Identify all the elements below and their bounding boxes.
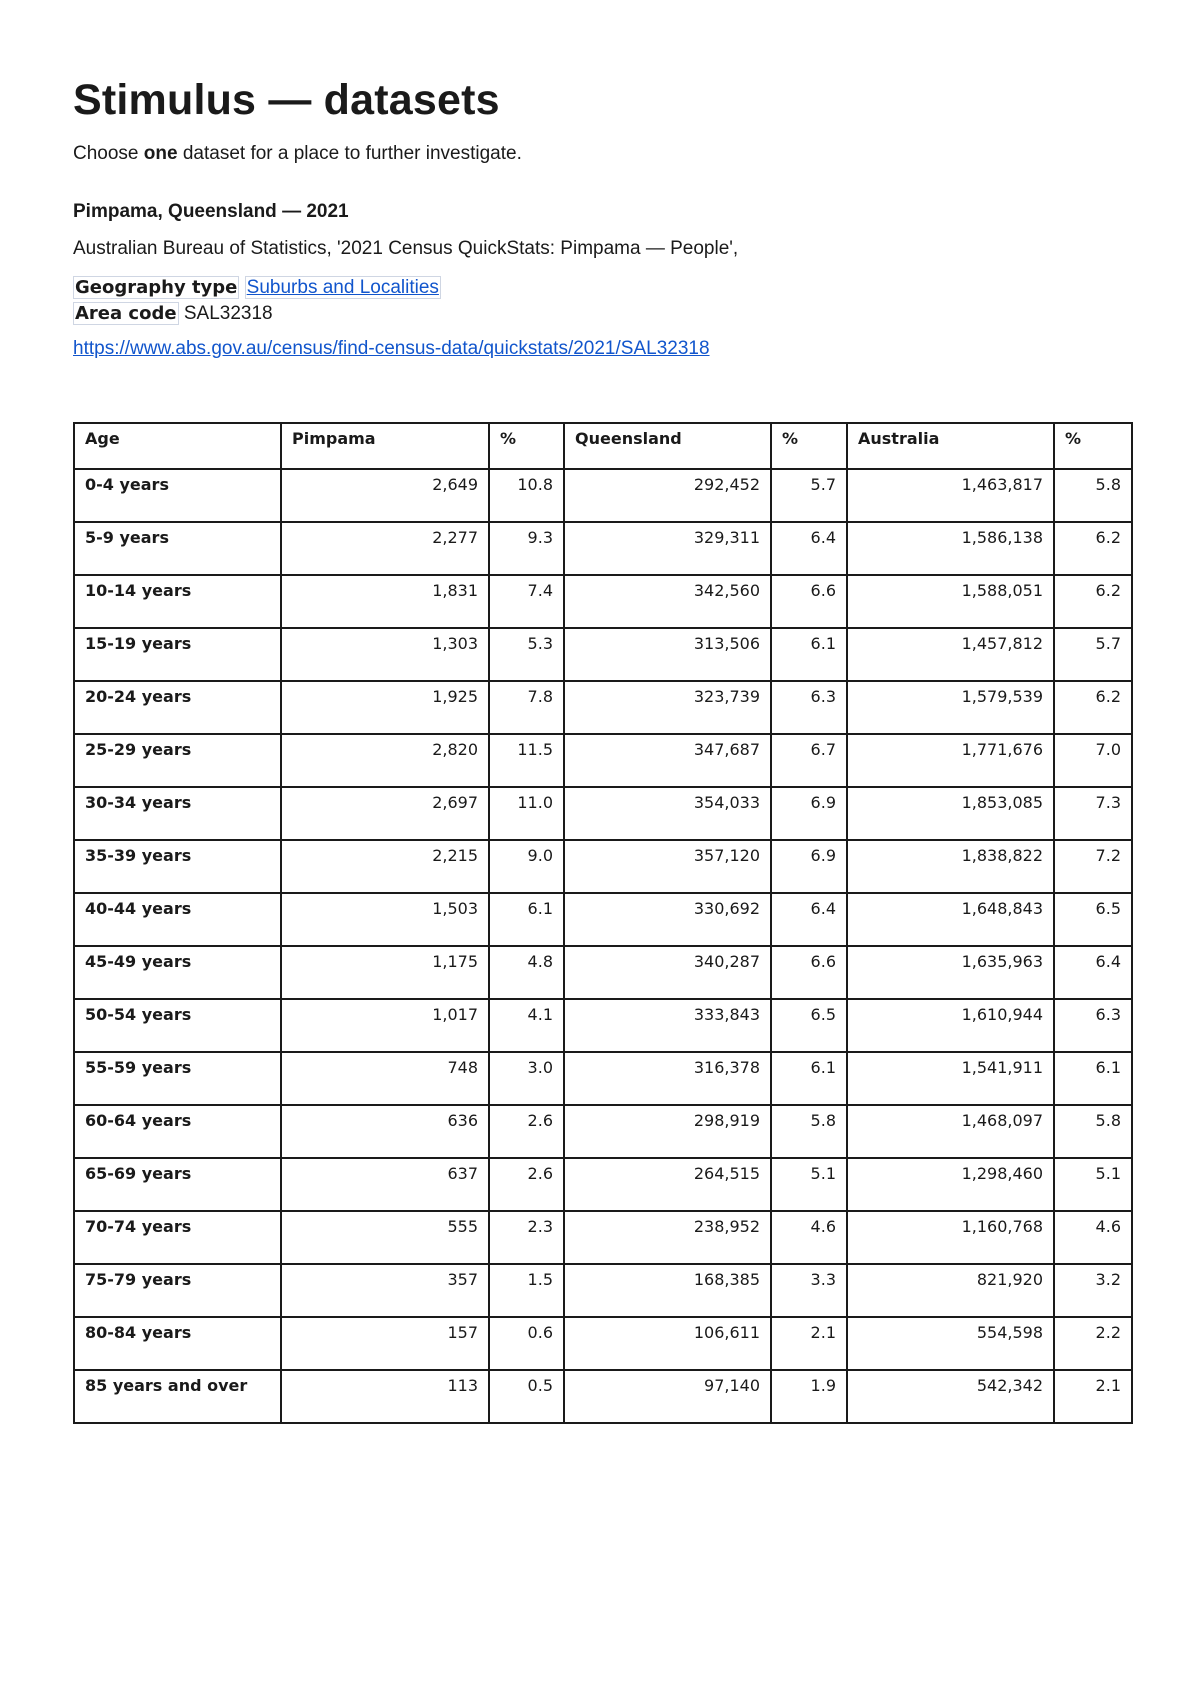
- pimpama-percent-cell: 9.3: [489, 522, 564, 575]
- queensland-percent-cell: 1.9: [771, 1370, 847, 1423]
- intro-emphasis: one: [143, 143, 178, 164]
- pimpama-percent-cell: 10.8: [489, 469, 564, 522]
- queensland-count-cell: 323,739: [564, 681, 771, 734]
- pimpama-percent-cell: 6.1: [489, 893, 564, 946]
- pimpama-percent-cell: 2.6: [489, 1158, 564, 1211]
- pimpama-count-cell: 1,925: [281, 681, 489, 734]
- pimpama-count-cell: 157: [281, 1317, 489, 1370]
- queensland-count-cell: 357,120: [564, 840, 771, 893]
- header-age: Age: [74, 423, 281, 469]
- queensland-percent-cell: 6.4: [771, 893, 847, 946]
- document-page: [73, 72, 1131, 1395]
- pimpama-count-cell: 2,649: [281, 469, 489, 522]
- pimpama-count-cell: 2,277: [281, 522, 489, 575]
- australia-percent-cell: 6.4: [1054, 946, 1132, 999]
- australia-count-cell: 1,457,812: [847, 628, 1054, 681]
- table-row: [74, 1264, 1132, 1317]
- australia-percent-cell: 6.2: [1054, 575, 1132, 628]
- queensland-percent-cell: 6.3: [771, 681, 847, 734]
- australia-percent-cell: 6.2: [1054, 522, 1132, 575]
- source-url-link[interactable]: https://www.abs.gov.au/census/find-census-data/quickstats/2021/SAL32318: [73, 338, 710, 359]
- header-queensland-percent: %: [771, 423, 847, 469]
- table-row: [74, 575, 1132, 628]
- australia-percent-cell: 6.2: [1054, 681, 1132, 734]
- queensland-count-cell: 97,140: [564, 1370, 771, 1423]
- pimpama-percent-cell: 4.8: [489, 946, 564, 999]
- queensland-percent-cell: 3.3: [771, 1264, 847, 1317]
- age-cell: 25-29 years: [74, 734, 281, 787]
- queensland-count-cell: 347,687: [564, 734, 771, 787]
- table-row: [74, 1211, 1132, 1264]
- area-label: Area code: [75, 303, 177, 324]
- age-cell: 45-49 years: [74, 946, 281, 999]
- australia-count-cell: 1,463,817: [847, 469, 1054, 522]
- queensland-percent-cell: 5.1: [771, 1158, 847, 1211]
- australia-percent-cell: 5.7: [1054, 628, 1132, 681]
- australia-count-cell: 1,160,768: [847, 1211, 1054, 1264]
- queensland-count-cell: 168,385: [564, 1264, 771, 1317]
- pimpama-count-cell: 1,017: [281, 999, 489, 1052]
- pimpama-percent-cell: 2.3: [489, 1211, 564, 1264]
- table-body: [74, 469, 1132, 1423]
- australia-percent-cell: 6.1: [1054, 1052, 1132, 1105]
- intro-text: [73, 142, 1131, 166]
- australia-percent-cell: 7.0: [1054, 734, 1132, 787]
- geography-row: [73, 275, 1131, 301]
- pimpama-percent-cell: 9.0: [489, 840, 564, 893]
- age-cell: 50-54 years: [74, 999, 281, 1052]
- table-row: [74, 469, 1132, 522]
- queensland-percent-cell: 5.7: [771, 469, 847, 522]
- age-cell: 75-79 years: [74, 1264, 281, 1317]
- australia-percent-cell: 6.5: [1054, 893, 1132, 946]
- age-cell: 55-59 years: [74, 1052, 281, 1105]
- age-cell: 0-4 years: [74, 469, 281, 522]
- queensland-count-cell: 313,506: [564, 628, 771, 681]
- age-cell: 35-39 years: [74, 840, 281, 893]
- pimpama-percent-cell: 0.5: [489, 1370, 564, 1423]
- queensland-percent-cell: 6.4: [771, 522, 847, 575]
- age-cell: 20-24 years: [74, 681, 281, 734]
- queensland-count-cell: 333,843: [564, 999, 771, 1052]
- australia-percent-cell: 5.8: [1054, 469, 1132, 522]
- pimpama-count-cell: 1,503: [281, 893, 489, 946]
- table-row: [74, 1105, 1132, 1158]
- source-url-row: [73, 337, 1131, 361]
- pimpama-count-cell: 2,215: [281, 840, 489, 893]
- australia-percent-cell: 4.6: [1054, 1211, 1132, 1264]
- pimpama-count-cell: 1,175: [281, 946, 489, 999]
- queensland-count-cell: 238,952: [564, 1211, 771, 1264]
- section-title: Pimpama, Queensland — 2021: [73, 201, 349, 222]
- queensland-count-cell: 316,378: [564, 1052, 771, 1105]
- australia-count-cell: 1,838,822: [847, 840, 1054, 893]
- age-table: [73, 422, 1133, 1424]
- pimpama-percent-cell: 11.0: [489, 787, 564, 840]
- table-row: [74, 1052, 1132, 1105]
- geography-label: Geography type: [75, 277, 238, 298]
- pimpama-percent-cell: 4.1: [489, 999, 564, 1052]
- queensland-percent-cell: 6.9: [771, 787, 847, 840]
- age-cell: 30-34 years: [74, 787, 281, 840]
- australia-count-cell: 1,771,676: [847, 734, 1054, 787]
- citation: Australian Bureau of Statistics, '2021 Census QuickStats: Pimpama — People',: [73, 238, 739, 259]
- queensland-percent-cell: 6.9: [771, 840, 847, 893]
- table-row: [74, 840, 1132, 893]
- queensland-percent-cell: 6.1: [771, 1052, 847, 1105]
- metadata-block: [73, 275, 1131, 327]
- pimpama-percent-cell: 0.6: [489, 1317, 564, 1370]
- australia-count-cell: 1,586,138: [847, 522, 1054, 575]
- queensland-count-cell: 342,560: [564, 575, 771, 628]
- area-value: SAL32318: [183, 303, 273, 324]
- australia-count-cell: 1,541,911: [847, 1052, 1054, 1105]
- australia-count-cell: 1,648,843: [847, 893, 1054, 946]
- australia-count-cell: 1,610,944: [847, 999, 1054, 1052]
- pimpama-count-cell: 555: [281, 1211, 489, 1264]
- pimpama-count-cell: 1,303: [281, 628, 489, 681]
- header-pimpama: Pimpama: [281, 423, 489, 469]
- australia-count-cell: 1,853,085: [847, 787, 1054, 840]
- pimpama-count-cell: 2,697: [281, 787, 489, 840]
- australia-count-cell: 821,920: [847, 1264, 1054, 1317]
- table-row: [74, 946, 1132, 999]
- age-cell: 10-14 years: [74, 575, 281, 628]
- header-pimpama-percent: %: [489, 423, 564, 469]
- page-title: Stimulus — datasets: [73, 76, 500, 124]
- pimpama-percent-cell: 11.5: [489, 734, 564, 787]
- queensland-count-cell: 106,611: [564, 1317, 771, 1370]
- pimpama-count-cell: 1,831: [281, 575, 489, 628]
- pimpama-count-cell: 2,820: [281, 734, 489, 787]
- australia-percent-cell: 7.3: [1054, 787, 1132, 840]
- australia-percent-cell: 2.2: [1054, 1317, 1132, 1370]
- queensland-percent-cell: 6.6: [771, 575, 847, 628]
- pimpama-count-cell: 357: [281, 1264, 489, 1317]
- australia-count-cell: 554,598: [847, 1317, 1054, 1370]
- queensland-percent-cell: 6.5: [771, 999, 847, 1052]
- australia-percent-cell: 5.1: [1054, 1158, 1132, 1211]
- age-cell: 65-69 years: [74, 1158, 281, 1211]
- queensland-count-cell: 354,033: [564, 787, 771, 840]
- age-cell: 5-9 years: [74, 522, 281, 575]
- table-row: [74, 1158, 1132, 1211]
- table-row: [74, 734, 1132, 787]
- queensland-percent-cell: 2.1: [771, 1317, 847, 1370]
- australia-count-cell: 1,298,460: [847, 1158, 1054, 1211]
- age-cell: 85 years and over: [74, 1370, 281, 1423]
- australia-percent-cell: 3.2: [1054, 1264, 1132, 1317]
- header-australia: Australia: [847, 423, 1054, 469]
- queensland-percent-cell: 6.7: [771, 734, 847, 787]
- header-australia-percent: %: [1054, 423, 1132, 469]
- area-row: [73, 301, 1131, 327]
- pimpama-percent-cell: 1.5: [489, 1264, 564, 1317]
- queensland-count-cell: 292,452: [564, 469, 771, 522]
- pimpama-percent-cell: 2.6: [489, 1105, 564, 1158]
- queensland-percent-cell: 5.8: [771, 1105, 847, 1158]
- table-row: [74, 1317, 1132, 1370]
- pimpama-percent-cell: 7.8: [489, 681, 564, 734]
- queensland-count-cell: 264,515: [564, 1158, 771, 1211]
- table-row: [74, 628, 1132, 681]
- australia-count-cell: 1,635,963: [847, 946, 1054, 999]
- age-cell: 15-19 years: [74, 628, 281, 681]
- queensland-percent-cell: 6.6: [771, 946, 847, 999]
- australia-count-cell: 1,588,051: [847, 575, 1054, 628]
- queensland-count-cell: 330,692: [564, 893, 771, 946]
- table-row: [74, 893, 1132, 946]
- queensland-count-cell: 329,311: [564, 522, 771, 575]
- table-header-row: [74, 423, 1132, 469]
- age-cell: 60-64 years: [74, 1105, 281, 1158]
- australia-percent-cell: 7.2: [1054, 840, 1132, 893]
- table-row: [74, 999, 1132, 1052]
- age-cell: 80-84 years: [74, 1317, 281, 1370]
- table-row: [74, 787, 1132, 840]
- age-cell: 40-44 years: [74, 893, 281, 946]
- queensland-percent-cell: 6.1: [771, 628, 847, 681]
- table-row: [74, 522, 1132, 575]
- queensland-count-cell: 298,919: [564, 1105, 771, 1158]
- pimpama-count-cell: 637: [281, 1158, 489, 1211]
- australia-percent-cell: 6.3: [1054, 999, 1132, 1052]
- queensland-count-cell: 340,287: [564, 946, 771, 999]
- pimpama-count-cell: 748: [281, 1052, 489, 1105]
- table-row: [74, 681, 1132, 734]
- intro-pre: Choose: [73, 143, 144, 164]
- geography-link[interactable]: Suburbs and Localities: [246, 277, 439, 298]
- pimpama-count-cell: 636: [281, 1105, 489, 1158]
- australia-count-cell: 542,342: [847, 1370, 1054, 1423]
- australia-percent-cell: 5.8: [1054, 1105, 1132, 1158]
- table-row: [74, 1370, 1132, 1423]
- age-cell: 70-74 years: [74, 1211, 281, 1264]
- australia-count-cell: 1,579,539: [847, 681, 1054, 734]
- intro-post: dataset for a place to further investigate.: [177, 143, 522, 164]
- header-queensland: Queensland: [564, 423, 771, 469]
- australia-count-cell: 1,468,097: [847, 1105, 1054, 1158]
- australia-percent-cell: 2.1: [1054, 1370, 1132, 1423]
- queensland-percent-cell: 4.6: [771, 1211, 847, 1264]
- pimpama-percent-cell: 7.4: [489, 575, 564, 628]
- pimpama-count-cell: 113: [281, 1370, 489, 1423]
- pimpama-percent-cell: 3.0: [489, 1052, 564, 1105]
- pimpama-percent-cell: 5.3: [489, 628, 564, 681]
